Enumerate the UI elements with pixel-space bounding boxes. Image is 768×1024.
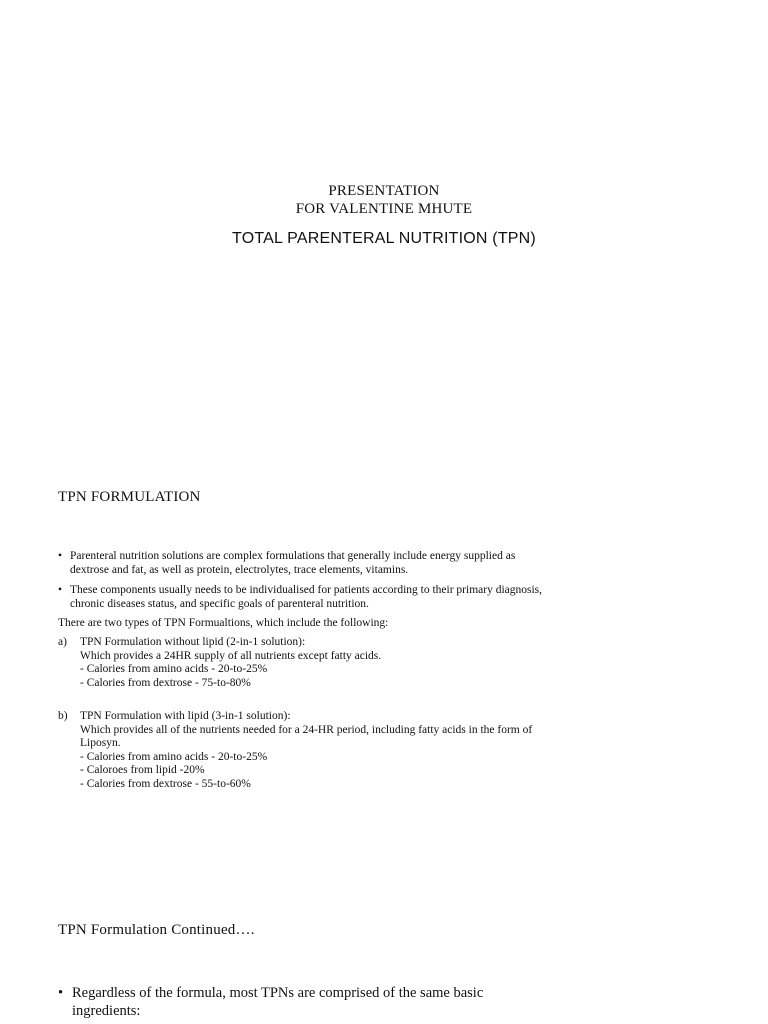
list-item-line: TPN Formulation with lipid (3-in-1 solution): bbox=[80, 710, 291, 722]
list-item-label: a) bbox=[58, 636, 67, 648]
bullet-line: chronic diseases status, and specific goals of parenteral nutrition. bbox=[70, 597, 369, 610]
page-title: TOTAL PARENTERAL NUTRITION (TPN) bbox=[232, 230, 536, 247]
presentation-label: PRESENTATION bbox=[328, 183, 440, 199]
bullet-item bbox=[58, 984, 698, 1020]
list-item-line: - Calories from amino acids - 20-to-25% bbox=[80, 750, 268, 763]
bullet-item bbox=[58, 584, 658, 612]
list-item-label: b) bbox=[58, 710, 68, 722]
section-heading-continued: TPN Formulation Continued…. bbox=[58, 922, 255, 938]
list-item-b bbox=[58, 710, 658, 794]
list-item-line: - Calories from dextrose - 55-to-60% bbox=[80, 777, 251, 790]
bullet-dot-icon: • bbox=[58, 550, 63, 562]
presenter-label: FOR VALENTINE MHUTE bbox=[295, 201, 473, 217]
bullet-item bbox=[58, 550, 658, 578]
list-item-line: Liposyn. bbox=[80, 737, 121, 749]
bullet-dot-icon: • bbox=[58, 985, 64, 1001]
bullet-line: dextrose and fat, as well as protein, electrolytes, trace elements, vitamins. bbox=[70, 563, 409, 576]
list-item-line: - Calories from dextrose - 75-to-80% bbox=[80, 676, 251, 689]
list-item-line: Which provides a 24HR supply of all nutrients except fatty acids. bbox=[80, 649, 382, 662]
bullet-line: Regardless of the formula, most TPNs are comprised of the same basic bbox=[72, 985, 484, 1001]
list-item-line: - Caloroes from lipid -20% bbox=[80, 764, 205, 776]
bullet-line: These components usually needs to be individualised for patients according to their primary diagnosis, bbox=[70, 584, 543, 596]
list-item-line: - Calories from amino acids - 20-to-25% bbox=[80, 663, 268, 675]
list-item-a bbox=[58, 636, 658, 696]
list-item-line: TPN Formulation without lipid (2-in-1 solution): bbox=[80, 636, 306, 648]
list-item-line: Which provides all of the nutrients needed for a 24-HR period, including fatty acids in the form of bbox=[80, 723, 533, 736]
bullet-line: ingredients: bbox=[72, 1003, 141, 1019]
bullet-line: Parenteral nutrition solutions are complex formulations that generally include energy supplied as bbox=[70, 550, 516, 562]
types-intro: There are two types of TPN Formualtions, which include the following: bbox=[58, 617, 389, 629]
section-heading-tpn-formulation: TPN FORMULATION bbox=[58, 489, 201, 505]
bullet-dot-icon: • bbox=[58, 584, 63, 596]
